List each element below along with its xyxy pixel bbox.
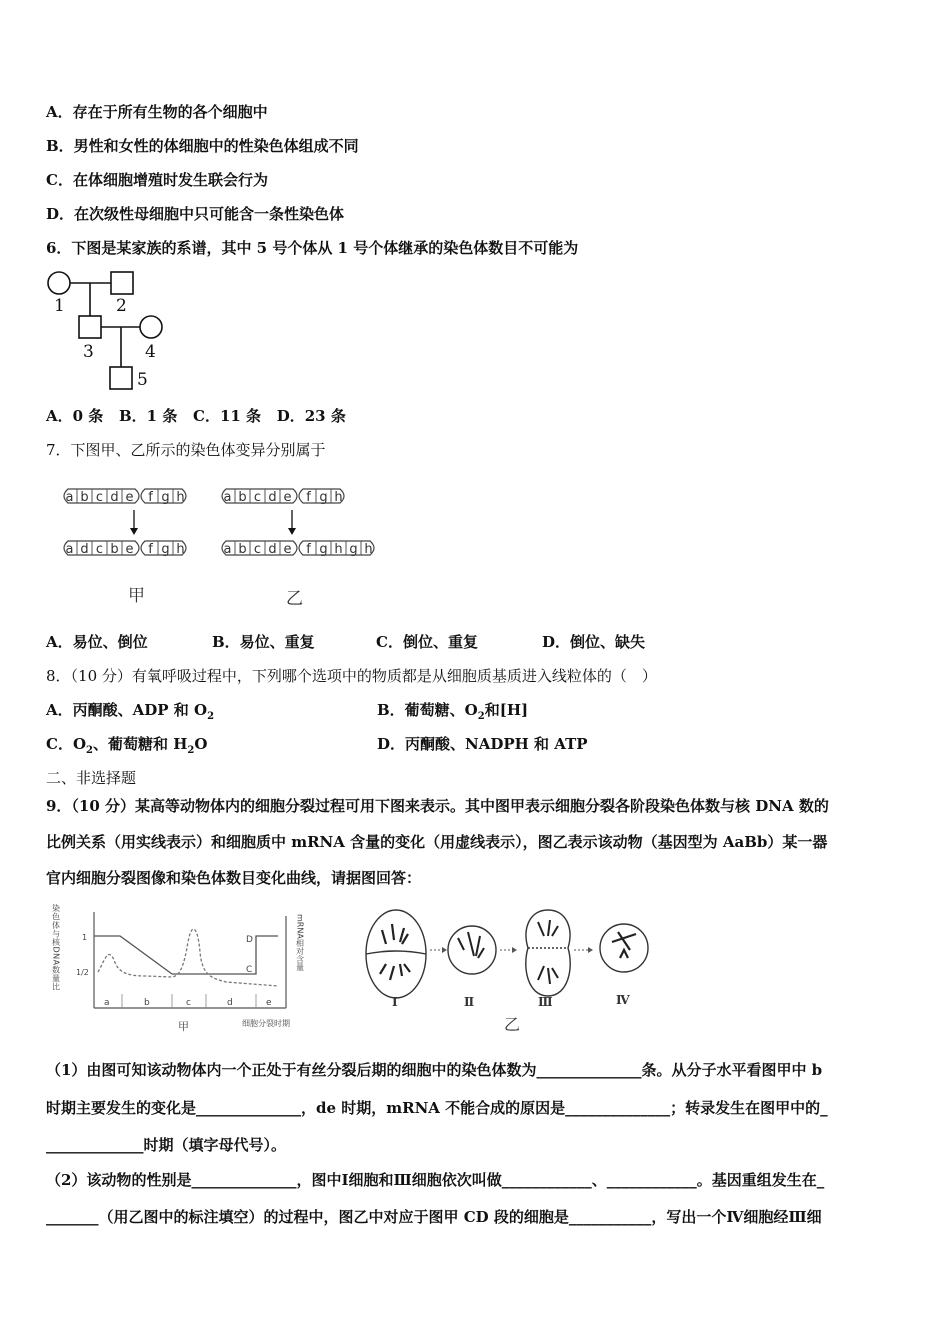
- chromosome-variation-figure: [60, 478, 400, 613]
- q9-sub2-line-1: （2）该动物的性别是______________，图中Ⅰ细胞和Ⅲ细胞依次叫做____________、____________。基因重组发生在_: [46, 1171, 825, 1189]
- pedigree-label-5: 5: [137, 370, 148, 390]
- gene-letter: f: [306, 542, 311, 557]
- q9-sub2-line-2: _______（用乙图中的标注填空）的过程中，图乙中对应于图甲 CD 段的细胞是___________，写出一个Ⅳ细胞经Ⅲ细: [46, 1208, 822, 1226]
- chart-jia-ylabel: 染色体与核DNA数量比: [51, 904, 61, 992]
- gene-letter: b: [110, 542, 119, 557]
- gene-letter: e: [283, 490, 292, 505]
- q7-option-b: B．易位、重复: [212, 633, 315, 651]
- gene-letter: h: [334, 490, 343, 505]
- q9-sub1-line-3: _____________时期（填字母代号）。: [46, 1136, 287, 1154]
- q5-option-a: A．存在于所有生物的各个细胞中: [46, 103, 268, 121]
- q6-options: [46, 406, 346, 426]
- chart-jia-ytick-1: 1: [82, 933, 88, 942]
- gene-letter: d: [80, 542, 89, 557]
- gene-letter: e: [125, 490, 134, 505]
- pedigree-male-5: [110, 367, 132, 389]
- cell-label-II: Ⅱ: [464, 995, 475, 1009]
- q7-option-d: D．倒位、缺失: [542, 633, 646, 651]
- gene-letter: c: [95, 542, 104, 557]
- q5-option-b: B．男性和女性的体细胞中的性染色体组成不同: [46, 137, 359, 155]
- chart-jia-phase-d: d: [227, 998, 233, 1008]
- q8-option-a: A．丙酮酸、ADP 和 $O_2$: [46, 701, 215, 722]
- gene-letter: h: [176, 490, 185, 505]
- pedigree-female-1: [48, 272, 70, 294]
- gene-letter: g: [161, 542, 170, 557]
- chromosome-yi-before: [222, 489, 344, 505]
- pedigree-male-2: [111, 272, 133, 294]
- gene-letter: c: [253, 542, 262, 557]
- chart-jia-caption: 甲: [178, 1020, 189, 1033]
- gene-letter: d: [268, 490, 277, 505]
- figure-label-yi: 乙: [286, 589, 303, 609]
- q7-options: [46, 632, 645, 652]
- gene-letter: g: [319, 542, 328, 557]
- q8-option-b: B．葡萄糖、$O_2$和[H]: [377, 701, 529, 722]
- chart-jia: [46, 902, 316, 1034]
- chromosome-jia-after: [64, 541, 186, 557]
- cell-label-I: Ⅰ: [392, 995, 398, 1009]
- q6-stem: 6．下图是某家族的系谱，其中 5 号个体从 1 号个体继承的染色体数目不可能为: [46, 239, 579, 257]
- gene-letter: f: [148, 542, 153, 557]
- chart-yi-caption: 乙: [504, 1015, 521, 1034]
- section-heading: 二、非选择题: [46, 769, 137, 787]
- q8-stem: 8．（10 分）有氧呼吸过程中，下列哪个选项中的物质都是从细胞质基质进入线粒体的（ ）: [46, 667, 657, 685]
- pedigree-label-4: 4: [145, 342, 156, 362]
- gene-letter: a: [65, 490, 74, 505]
- q9-stem-line-2: 比例关系（用实线表示）和细胞质中 mRNA 含量的变化（用虚线表示），图乙表示该动物（基因型为 AaBb）某一器: [46, 833, 828, 851]
- gene-letter: b: [80, 490, 89, 505]
- gene-letter: f: [306, 490, 311, 505]
- q6-option-a: A．0 条: [46, 407, 104, 425]
- gene-letter: h: [364, 542, 373, 557]
- q8-option-c: C．$O_2$、葡萄糖和 $H_2O$: [46, 735, 208, 756]
- gene-letter: a: [223, 490, 232, 505]
- figure-label-jia: 甲: [128, 586, 145, 606]
- cell-III: [526, 910, 570, 996]
- q9-sub1-line-1: （1）由图可知该动物体内一个正处于有丝分裂后期的细胞中的染色体数为______________条。从分子水平看图甲中 b: [46, 1061, 823, 1079]
- gene-letter: e: [125, 542, 134, 557]
- gene-letter: d: [110, 490, 119, 505]
- gene-letter: g: [319, 490, 328, 505]
- pedigree-chart: [44, 266, 174, 394]
- pedigree-male-3: [79, 316, 101, 338]
- cell-I: [366, 910, 426, 998]
- gene-letter: h: [176, 542, 185, 557]
- gene-letter: c: [253, 490, 262, 505]
- q8-option-d: D．丙酮酸、NADPH 和 ATP: [377, 735, 588, 753]
- chart-jia-phase-e: e: [266, 998, 272, 1008]
- chart-jia-xlabel: 细胞分裂时期: [242, 1019, 290, 1028]
- q9-stem-line-1: 9．（10 分）某高等动物体内的细胞分裂过程可用下图来表示。其中图甲表示细胞分裂各阶段染色体数与核 DNA 数的: [46, 797, 829, 815]
- chart-jia-phase-b: b: [144, 998, 150, 1008]
- gene-letter: b: [238, 490, 247, 505]
- q9-stem-line-3: 官内细胞分裂图像和染色体数目变化曲线，请据图回答：: [46, 869, 422, 887]
- q6-option-c: C．11 条: [193, 407, 262, 425]
- gene-letter: d: [268, 542, 277, 557]
- q6-option-d: D．23 条: [276, 407, 346, 425]
- chart-jia-point-c: C: [246, 965, 253, 975]
- gene-letter: e: [283, 542, 292, 557]
- cell-label-IV: Ⅳ: [616, 993, 630, 1007]
- cell-label-III: Ⅲ: [538, 995, 553, 1009]
- gene-letter: g: [161, 490, 170, 505]
- chromosome-yi-after: [222, 541, 374, 557]
- chart-jia-phase-a: a: [104, 998, 110, 1008]
- chart-jia-ytick-half: 1/2: [76, 968, 89, 977]
- gene-letter: f: [148, 490, 153, 505]
- gene-letter: c: [95, 490, 104, 505]
- q9-sub1-line-2: 时期主要发生的变化是______________，de 时期，mRNA 不能合成的原因是______________；转录发生在图甲中的_: [46, 1099, 828, 1117]
- gene-letter: a: [223, 542, 232, 557]
- q7-stem: 7．下图甲、乙所示的染色体变异分别属于: [46, 441, 326, 459]
- chart-yi: [352, 902, 672, 1037]
- chart-jia-point-d: D: [246, 935, 253, 945]
- chromosome-jia-before: [64, 489, 186, 505]
- gene-letter: b: [238, 542, 247, 557]
- pedigree-female-4: [140, 316, 162, 338]
- pedigree-label-1: 1: [54, 296, 65, 316]
- gene-letter: h: [334, 542, 343, 557]
- chart-jia-phase-c: c: [186, 998, 191, 1008]
- pedigree-label-3: 3: [83, 342, 94, 362]
- q6-option-b: B．1 条: [118, 407, 178, 425]
- chart-jia-right-label: mRNA相对含量: [295, 914, 305, 971]
- q5-option-c: C．在体细胞增殖时发生联会行为: [46, 171, 268, 189]
- q5-option-d: D．在次级性母细胞中只可能含一条性染色体: [46, 205, 345, 223]
- gene-letter: g: [349, 542, 358, 557]
- q7-option-a: A．易位、倒位: [46, 633, 148, 651]
- gene-letter: a: [65, 542, 74, 557]
- q7-option-c: C．倒位、重复: [376, 633, 478, 651]
- pedigree-label-2: 2: [116, 296, 127, 316]
